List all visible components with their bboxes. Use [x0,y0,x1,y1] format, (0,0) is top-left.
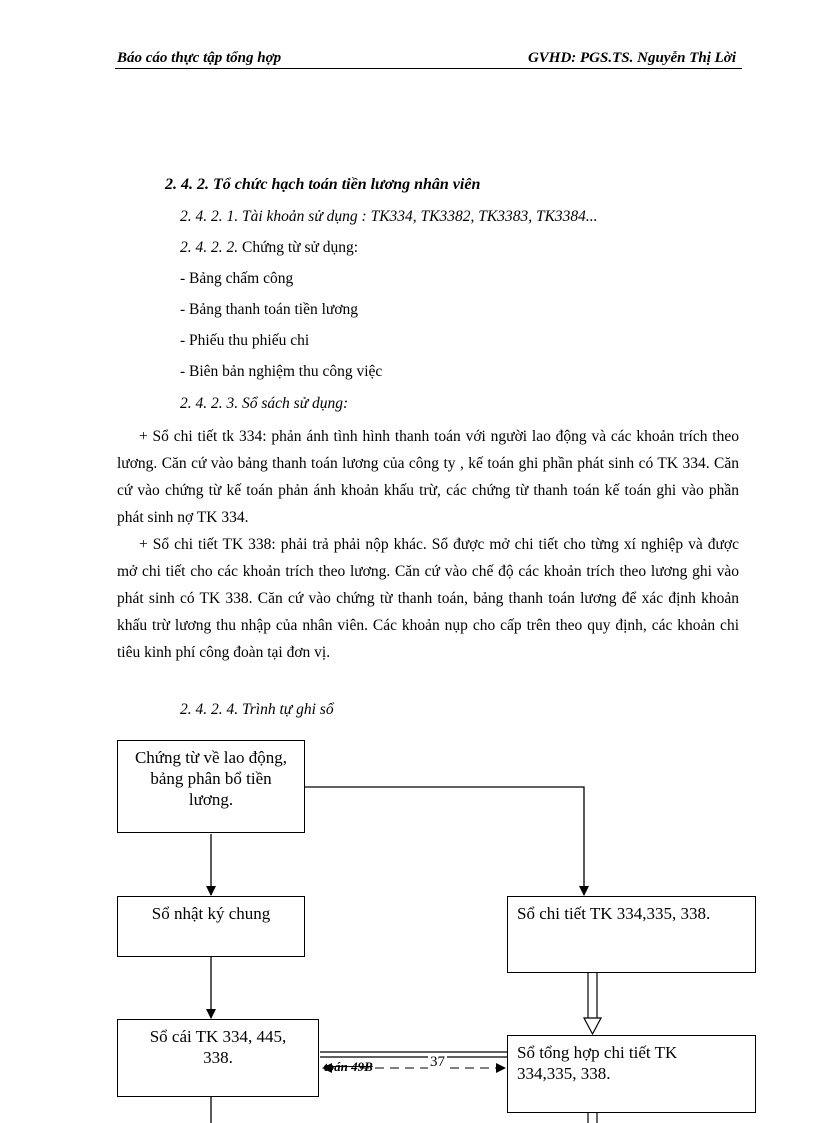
paragraph-tk338: + Sổ chi tiết TK 338: phải trả phải nộp khác. Sổ được mở chi tiết cho từng xí nghiệp và được mở chi tiết cho các khoản trích theo lương. Căn cứ vào chế độ các khoản trích theo lương ghi vào phát sinh có TK 338. Căn cứ vào chứng từ thanh toán, bảng thanh toán lương để xác định khoản khấu trừ lương thu nhập của nhân viên. Các khoản nụp cho cấp trên theo quy định, các khoản chi tiêu kinh phí công đoàn tại đơn vị. [117,536,739,661]
document-item: - Bảng chấm công [180,270,294,287]
arrow-source-to-detail [305,787,584,895]
subsection-books: 2. 4. 2. 3. Sổ sách sử dụng: [180,395,349,412]
box-source-documents-line: lương. [188,790,234,809]
box-summary-ledger-line: 334,335, 338. [517,1064,611,1083]
box-general-ledger-line: Sổ cái TK 334, 445, [149,1027,287,1046]
box-general-journal-label: Sổ nhật ký chung [151,904,271,923]
box-general-ledger [117,1019,319,1097]
box-source-documents [117,740,305,833]
box-summary-ledger [507,1035,756,1113]
subsection-accounts-number: 2. 4. 2. 1. [180,208,239,225]
box-detail-ledger-label: Sổ chi tiết TK 334,335, 338. [517,904,711,923]
box-source-documents-line: Chứng từ về lao động, [134,748,288,767]
box-general-ledger-line: 338. [203,1048,233,1067]
paragraph-tk334: + Sổ chi tiết tk 334: phản ánh tình hình thanh toán với người lao động và các khoản trích theo lương. Căn cứ vào bảng thanh toán lương của công ty , kế toán ghi phần phát sinh có TK 334. Căn cứ vào chứng từ kế toán phản ánh khoản khấu trừ, các chứng từ thanh toán kế toán ghi vào phần phát sinh nợ TK 334. [117,428,739,526]
header-report-title: Báo cáo thực tập tổng hợp [117,50,282,66]
subsection-documents-number: 2. 4. 2. 2. [180,239,239,256]
header-supervisor: GVHD: PGS.TS. Nguyễn Thị Lời [527,50,736,66]
double-arrow-head [584,1018,601,1034]
box-source-documents-line: bảng phân bổ tiền [150,769,272,788]
box-general-journal [117,896,305,957]
document-item: - Biên bản nghiệm thu công việc [180,363,383,380]
subsection-accounts-text: Tài khoản sử dụng : TK334, TK3382, TK3383, TK3384... [242,208,598,225]
overlay-text: toán 49B [324,1059,373,1074]
subsection-recording-order: 2. 4. 2. 4. Trình tự ghi sổ [180,701,334,718]
subsection-documents-text: Chứng từ sử dụng: [242,239,359,256]
document-item: - Phiếu thu phiếu chi [180,332,310,349]
box-detail-ledger [507,896,756,973]
page-number: 37 [430,1054,445,1070]
box-summary-ledger-line: Sổ tổng hợp chi tiết TK [517,1043,678,1062]
section-heading: 2. 4. 2. Tổ chức hạch toán tiền lương nhân viên [165,176,481,193]
document-item: - Bảng thanh toán tiền lương [180,301,359,318]
